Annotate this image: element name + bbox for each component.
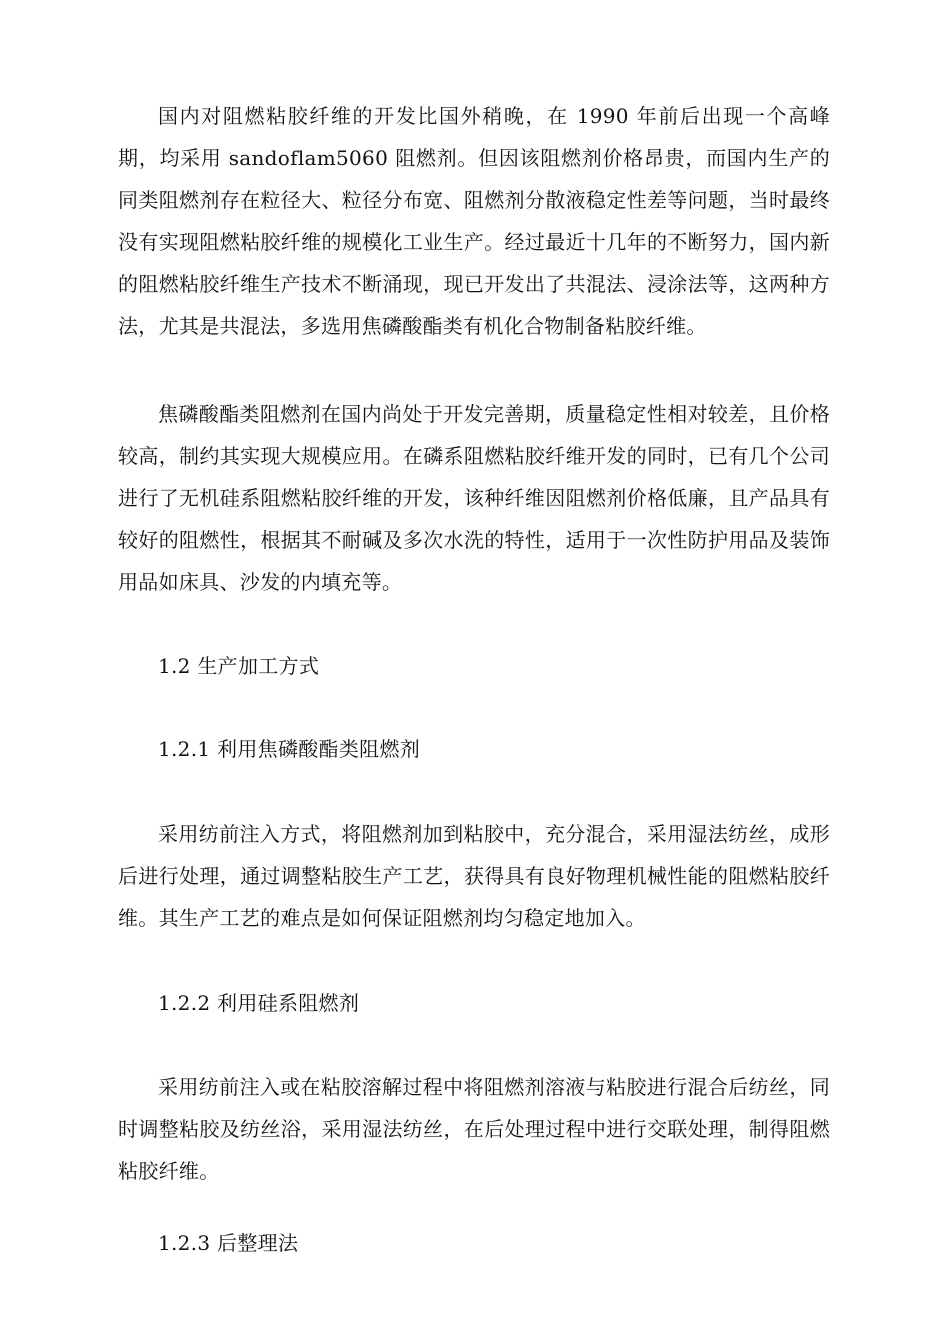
paragraph-silicon-process: 采用纺前注入或在粘胶溶解过程中将阻燃剂溶液与粘胶进行混合后纺丝，同时调整粘胶及纺丝浴，采用湿法纺丝，在后处理过程中进行交联处理，制得阻燃粘胶纤维。 [118, 1075, 830, 1183]
paragraph-domestic-development: 国内对阻燃粘胶纤维的开发比国外稍晚，在 1990 年前后出现一个高峰期，均采用 sandoflam5060 阻燃剂。但因该阻燃剂价格昂贵，而国内生产的同类阻燃剂存在粒径大、粒径分布宽、阻燃剂分散液稳定性差等问题，当时最终没有实现阻燃粘胶纤维的规模化工业生产。经过最近十几年的不断努力，国内新的阻燃粘胶纤维生产技术不断涌现，现已开发出了共混法、浸涂法等，这两种方法，尤其是共混法，多选用焦磷酸酯类有机化合物制备粘胶纤维。 [118, 104, 830, 338]
paragraph-spinning-injection: 采用纺前注入方式，将阻燃剂加到粘胶中，充分混合，采用湿法纺丝，成形后进行处理，通过调整粘胶生产工艺，获得具有良好物理机械性能的阻燃粘胶纤维。其生产工艺的难点是如何保证阻燃剂均匀稳定地加入。 [118, 822, 830, 930]
heading-pyrophosphate-method: 1.2.1 利用焦磷酸酯类阻燃剂 [158, 737, 421, 761]
heading-silicon-method: 1.2.2 利用硅系阻燃剂 [158, 991, 360, 1015]
heading-finishing-method: 1.2.3 后整理法 [158, 1231, 299, 1255]
heading-production-methods: 1.2 生产加工方式 [158, 654, 320, 678]
paragraph-pyrophosphate-retardant: 焦磷酸酯类阻燃剂在国内尚处于开发完善期，质量稳定性相对较差，且价格较高，制约其实现大规模应用。在磷系阻燃粘胶纤维开发的同时，已有几个公司进行了无机硅系阻燃粘胶纤维的开发，该种纤维因阻燃剂价格低廉，且产品具有较好的阻燃性，根据其不耐碱及多次水洗的特性，适用于一次性防护用品及装饰用品如床具、沙发的内填充等。 [118, 402, 830, 594]
